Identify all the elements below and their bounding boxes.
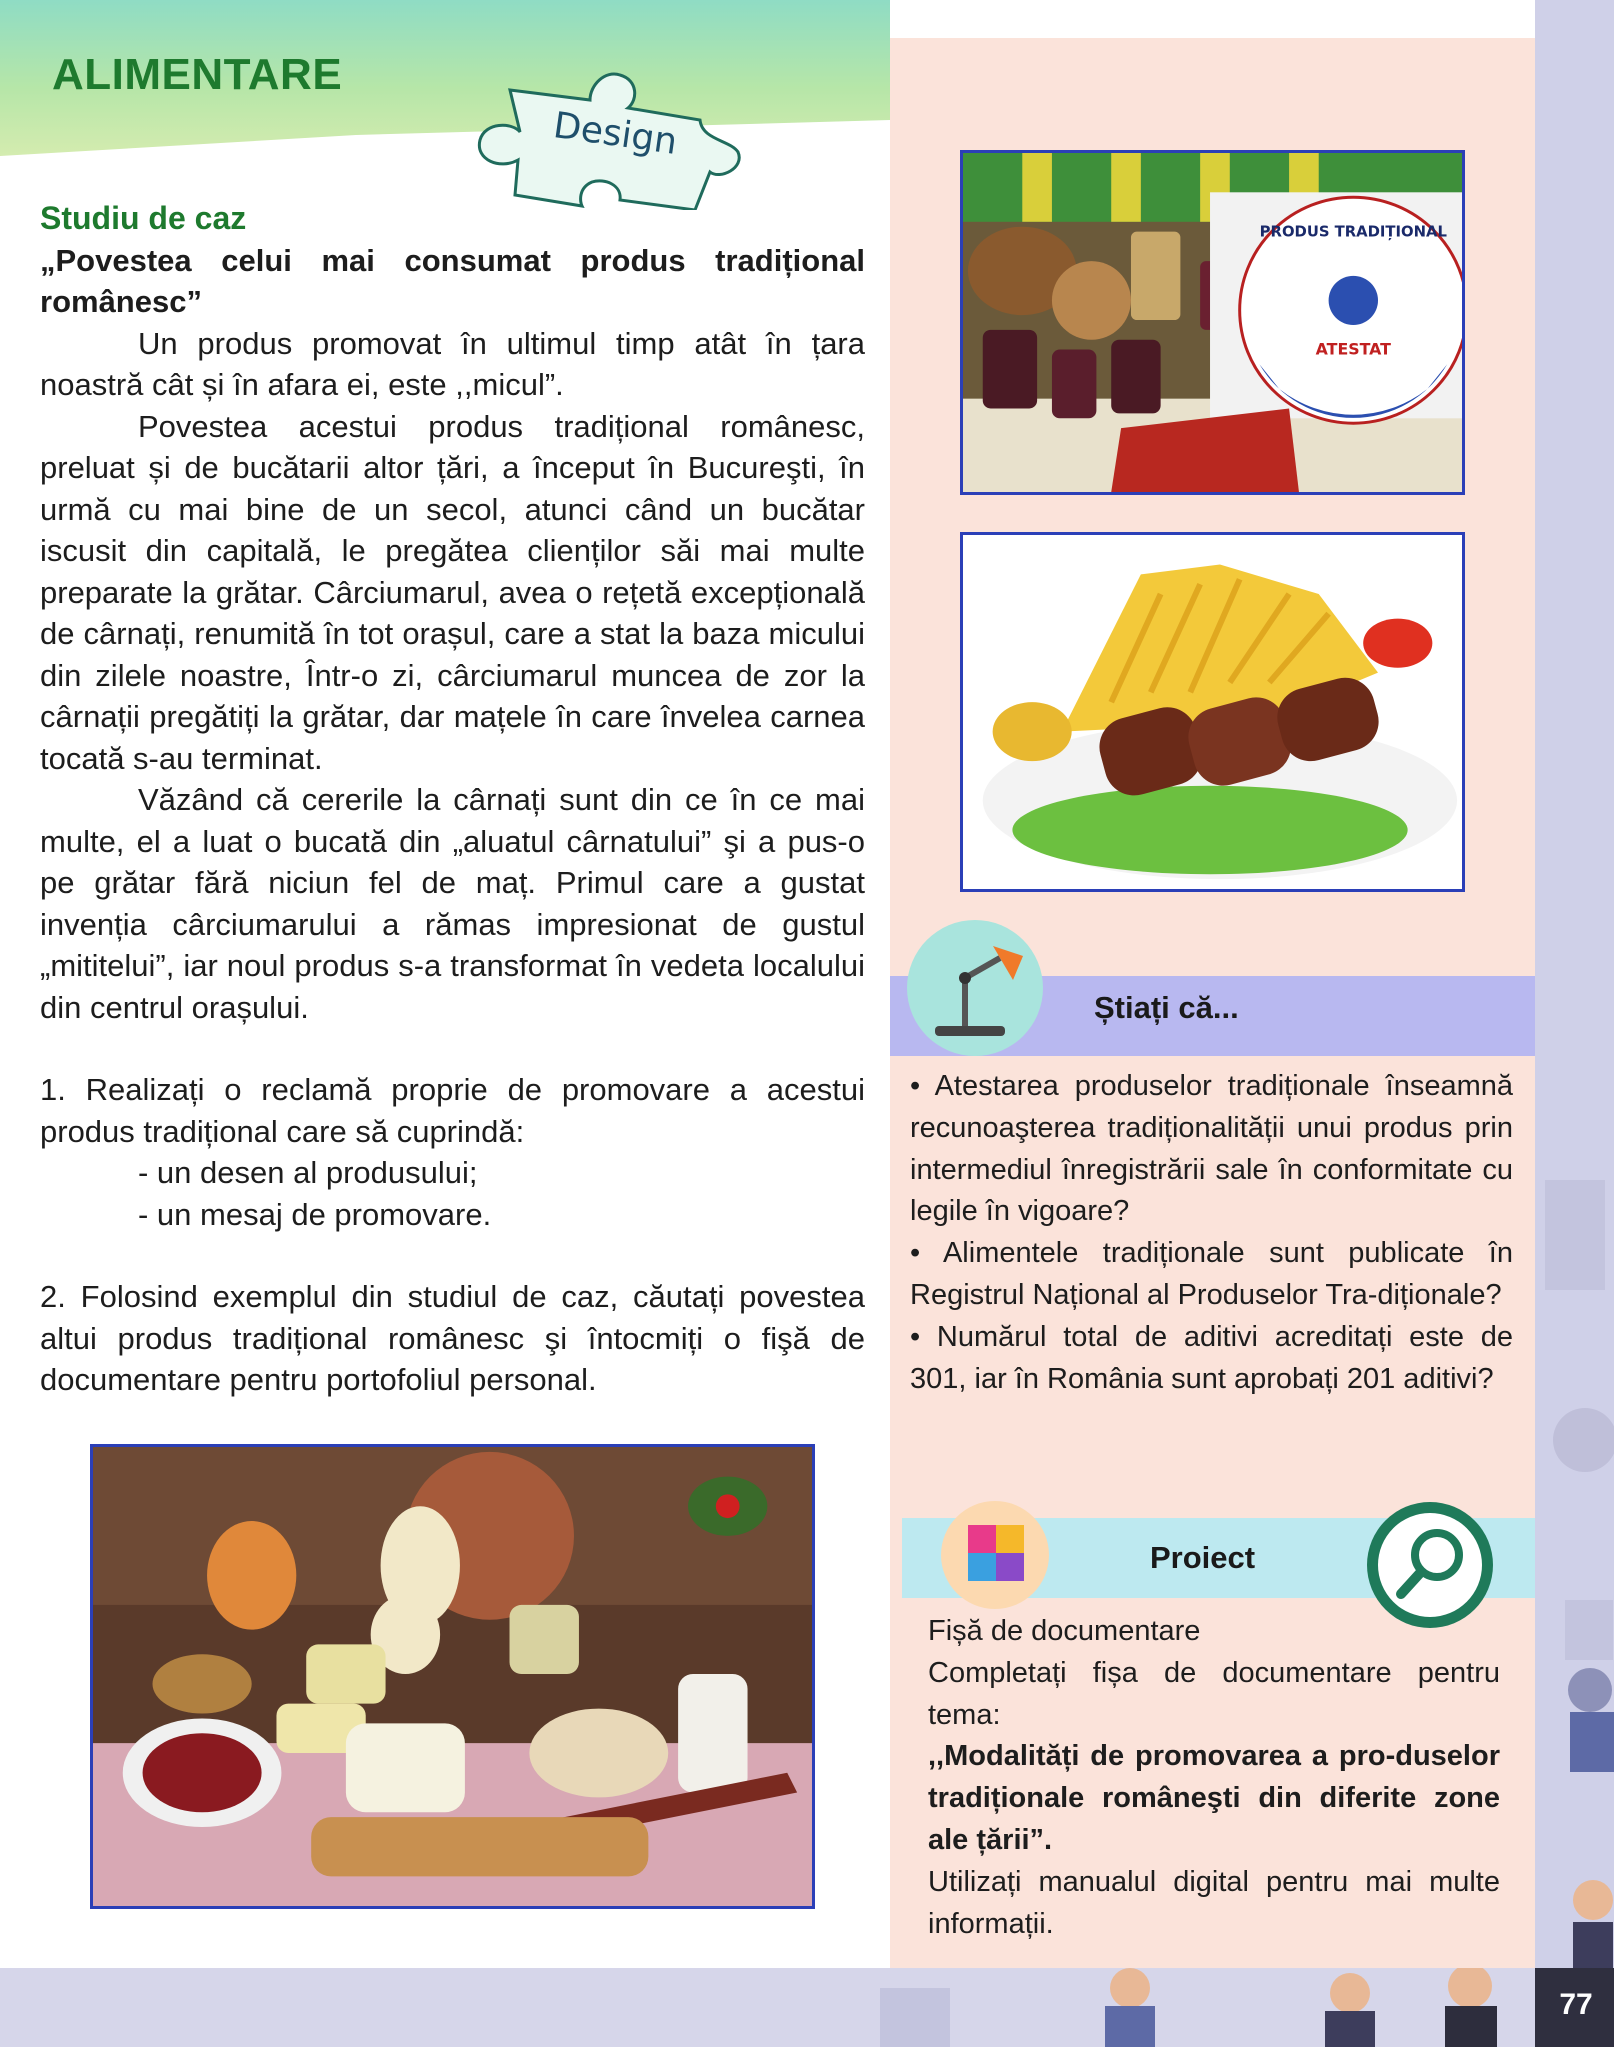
certificate-text-romania: ROMÂNIA	[1310, 383, 1396, 403]
cheese-platter-photo	[90, 1444, 815, 1909]
case-study-title: „Povestea celui mai consumat produs tradițional românesc”	[40, 242, 865, 319]
proiect-theme: ,,Modalități de promovarea a pro-duselor tradiționale româneşti din diferite zone ale țării”.	[928, 1740, 1500, 1856]
stiati-title: Știați că...	[1094, 990, 1239, 1025]
page-number: 77	[1559, 1988, 1593, 2021]
stiati-item-1: • Atestarea produselor tradiționale înseamnă recunoaşterea tradiționalității unui produs prin intermediul înregistrării sale în conformitate cu legile în vigoare?	[910, 1070, 1513, 1228]
traditional-products-photo	[960, 150, 1465, 495]
right-column-top	[890, 0, 1535, 38]
design-puzzle-tag	[440, 60, 750, 210]
proiect-title: Proiect	[1150, 1540, 1256, 1575]
side-decor-illustration	[1535, 0, 1614, 2047]
proiect-content	[928, 1611, 1500, 1945]
chapter-title: ALIMENTARE	[52, 50, 343, 99]
case-study-heading: Studiu de caz	[40, 200, 247, 236]
bottom-decor-illustration	[0, 1968, 1614, 2047]
design-tag-label: Design	[550, 105, 680, 163]
certificate-text-top: PRODUS TRADIȚIONAL	[1259, 223, 1447, 241]
side-decor-strip	[1535, 0, 1614, 2047]
stiati-list	[910, 1066, 1513, 1400]
case-study-paragraph-1: Un produs promovat în ultimul timp atât în țara noastră cât și în afara ei, este ,,micul”.	[40, 325, 865, 402]
proiect-line-1: Fișă de documentare	[928, 1615, 1201, 1647]
case-study-paragraph-3: Văzând că cererile la cârnați sunt din ce în ce mai multe, el a luat o bucată din „aluatul cârnatului” şi a pus-o pe grătar fără niciun fel de maț. Primul care a gustat invenția cârciumarului a rămas impresionat de gustul „mititelui”, iar noul produs s-a transformat în vedeta localului din centrul orașului.	[40, 782, 865, 1025]
bottom-decor-strip	[0, 1968, 1614, 2047]
proiect-line-3: Utilizați manualul digital pentru mai multe informații.	[928, 1865, 1500, 1940]
case-study-text	[40, 198, 865, 1401]
task-2: 2. Folosind exemplul din studiul de caz, căutați povestea altui produs tradițional românesc şi întocmiți o fişă de documentare pentru portofoliul personal.	[40, 1279, 865, 1397]
mici-dish-photo	[960, 532, 1465, 892]
lamp-icon	[905, 918, 1045, 1058]
task-1-item-message: - un mesaj de promovare.	[138, 1196, 492, 1232]
case-study-paragraph-2: Povestea acestui produs tradițional românesc, preluat și de bucătarii altor țări, a început în Bucureşti, în urmă cu mai bine de un secol, atunci când un bucătar iscusit din capitală, le pregătea clienților săi mai multe preparate la grătar. Cârciumarul, avea o rețetă excepțională de cârnați, renumită în tot orașul, care a stat la baza micului din zilele noastre, Într-o zi, cârciumarul muncea de zor la cârnații pregătiți la grătar, dar mațele în care învelea carnea tocată s-au terminat.	[40, 408, 865, 776]
puzzle-icon	[940, 1500, 1050, 1610]
stiati-item-3: • Numărul total de aditivi acreditați este de 301, iar în România sunt aprobați 201 aditivi?	[910, 1320, 1513, 1395]
certificate-text-atestat: ATESTAT	[1315, 339, 1391, 359]
stiati-item-2: • Alimentele tradiționale sunt publicate în Registrul Național al Produselor Tra-diționale?	[910, 1237, 1513, 1311]
task-1-item-drawing: - un desen al produsului;	[138, 1155, 478, 1190]
proiect-line-2: Completați fișa de documentare pentru tema:	[928, 1656, 1500, 1731]
task-1: 1. Realizați o reclamă proprie de promovare a acestui produs tradițional care să cuprindă:	[40, 1072, 865, 1149]
